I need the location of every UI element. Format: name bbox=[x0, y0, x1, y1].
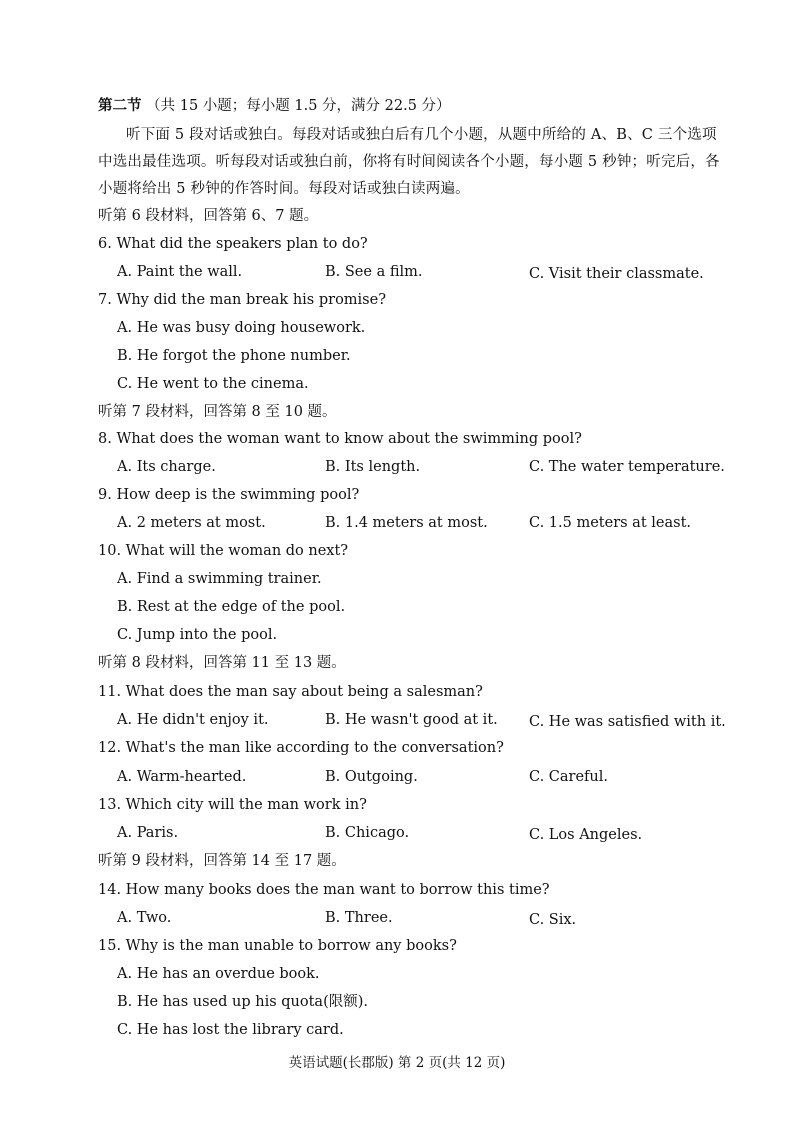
q13-option-a: A. Paris. bbox=[117, 825, 179, 841]
q10-option-a: A. Find a swimming trainer. bbox=[117, 571, 322, 587]
question-8: 8. What does the woman want to know about the swimming pool? bbox=[98, 431, 582, 447]
section-header bbox=[98, 96, 451, 116]
q11-option-a: A. He didn't enjoy it. bbox=[117, 712, 269, 728]
q13-option-c: C. Los Angeles. bbox=[529, 827, 643, 843]
q6-option-a: A. Paint the wall. bbox=[117, 264, 243, 280]
material-9-heading: 听第 9 段材料，回答第 14 至 17 题。 bbox=[98, 853, 346, 869]
q14-option-b: B. Three. bbox=[325, 910, 393, 926]
material-7-heading: 听第 7 段材料，回答第 8 至 10 题。 bbox=[98, 404, 337, 420]
q6-option-b: B. See a film. bbox=[325, 264, 423, 280]
section-meta: （共 15 小题；每小题 1.5 分，满分 22.5 分） bbox=[146, 98, 451, 114]
q9-option-a: A. 2 meters at most. bbox=[117, 515, 266, 531]
q11-option-b: B. He wasn't good at it. bbox=[325, 712, 498, 728]
q6-option-c: C. Visit their classmate. bbox=[529, 266, 704, 282]
q13-option-b: B. Chicago. bbox=[325, 825, 410, 841]
q10-option-b: B. Rest at the edge of the pool. bbox=[117, 599, 346, 615]
q8-option-b: B. Its length. bbox=[325, 459, 421, 475]
q12-option-b: B. Outgoing. bbox=[325, 769, 418, 785]
q15-option-a: A. He has an overdue book. bbox=[117, 966, 320, 982]
q14-option-a: A. Two. bbox=[117, 910, 172, 926]
q7-option-a: A. He was busy doing housework. bbox=[117, 320, 366, 336]
material-6-heading: 听第 6 段材料，回答第 6、7 题。 bbox=[98, 208, 319, 224]
question-9: 9. How deep is the swimming pool? bbox=[98, 487, 360, 503]
q8-option-a: A. Its charge. bbox=[117, 459, 216, 475]
section-title: 第二节 bbox=[98, 97, 142, 114]
q14-option-c: C. Six. bbox=[529, 912, 577, 928]
q11-option-c: C. He was satisfied with it. bbox=[529, 714, 726, 730]
section-instructions: 听下面 5 段对话或独白。每段对话或独白后有几个小题，从题中所给的 A、B、C 三个选项中选出最佳选项。听每段对话或独白前，你将有时间阅读各个小题，每小题 5 秒钟；听完后，各小题将给出 5 秒钟的作答时间。每段对话或独白读两遍。 bbox=[98, 127, 720, 197]
q9-option-c: C. 1.5 meters at least. bbox=[529, 515, 692, 531]
question-6: 6. What did the speakers plan to do? bbox=[98, 236, 368, 252]
question-12: 12. What's the man like according to the conversation? bbox=[98, 740, 504, 756]
question-15: 15. Why is the man unable to borrow any books? bbox=[98, 938, 457, 954]
question-10: 10. What will the woman do next? bbox=[98, 543, 349, 559]
question-13: 13. Which city will the man work in? bbox=[98, 797, 367, 813]
q7-option-b: B. He forgot the phone number. bbox=[117, 348, 351, 364]
q15-option-c: C. He has lost the library card. bbox=[117, 1022, 344, 1038]
material-8-heading: 听第 8 段材料，回答第 11 至 13 题。 bbox=[98, 655, 346, 671]
question-7: 7. Why did the man break his promise? bbox=[98, 292, 386, 308]
q12-option-a: A. Warm-hearted. bbox=[117, 769, 247, 785]
question-14: 14. How many books does the man want to borrow this time? bbox=[98, 882, 550, 898]
page-footer: 英语试题(长郡版) 第 2 页(共 12 页) bbox=[288, 1055, 506, 1071]
q8-option-c: C. The water temperature. bbox=[529, 459, 725, 475]
question-11: 11. What does the man say about being a salesman? bbox=[98, 684, 483, 700]
q10-option-c: C. Jump into the pool. bbox=[117, 627, 278, 643]
q9-option-b: B. 1.4 meters at most. bbox=[325, 515, 488, 531]
q15-option-b: B. He has used up his quota(限额). bbox=[117, 994, 368, 1010]
q7-option-c: C. He went to the cinema. bbox=[117, 376, 309, 392]
q12-option-c: C. Careful. bbox=[529, 769, 608, 785]
